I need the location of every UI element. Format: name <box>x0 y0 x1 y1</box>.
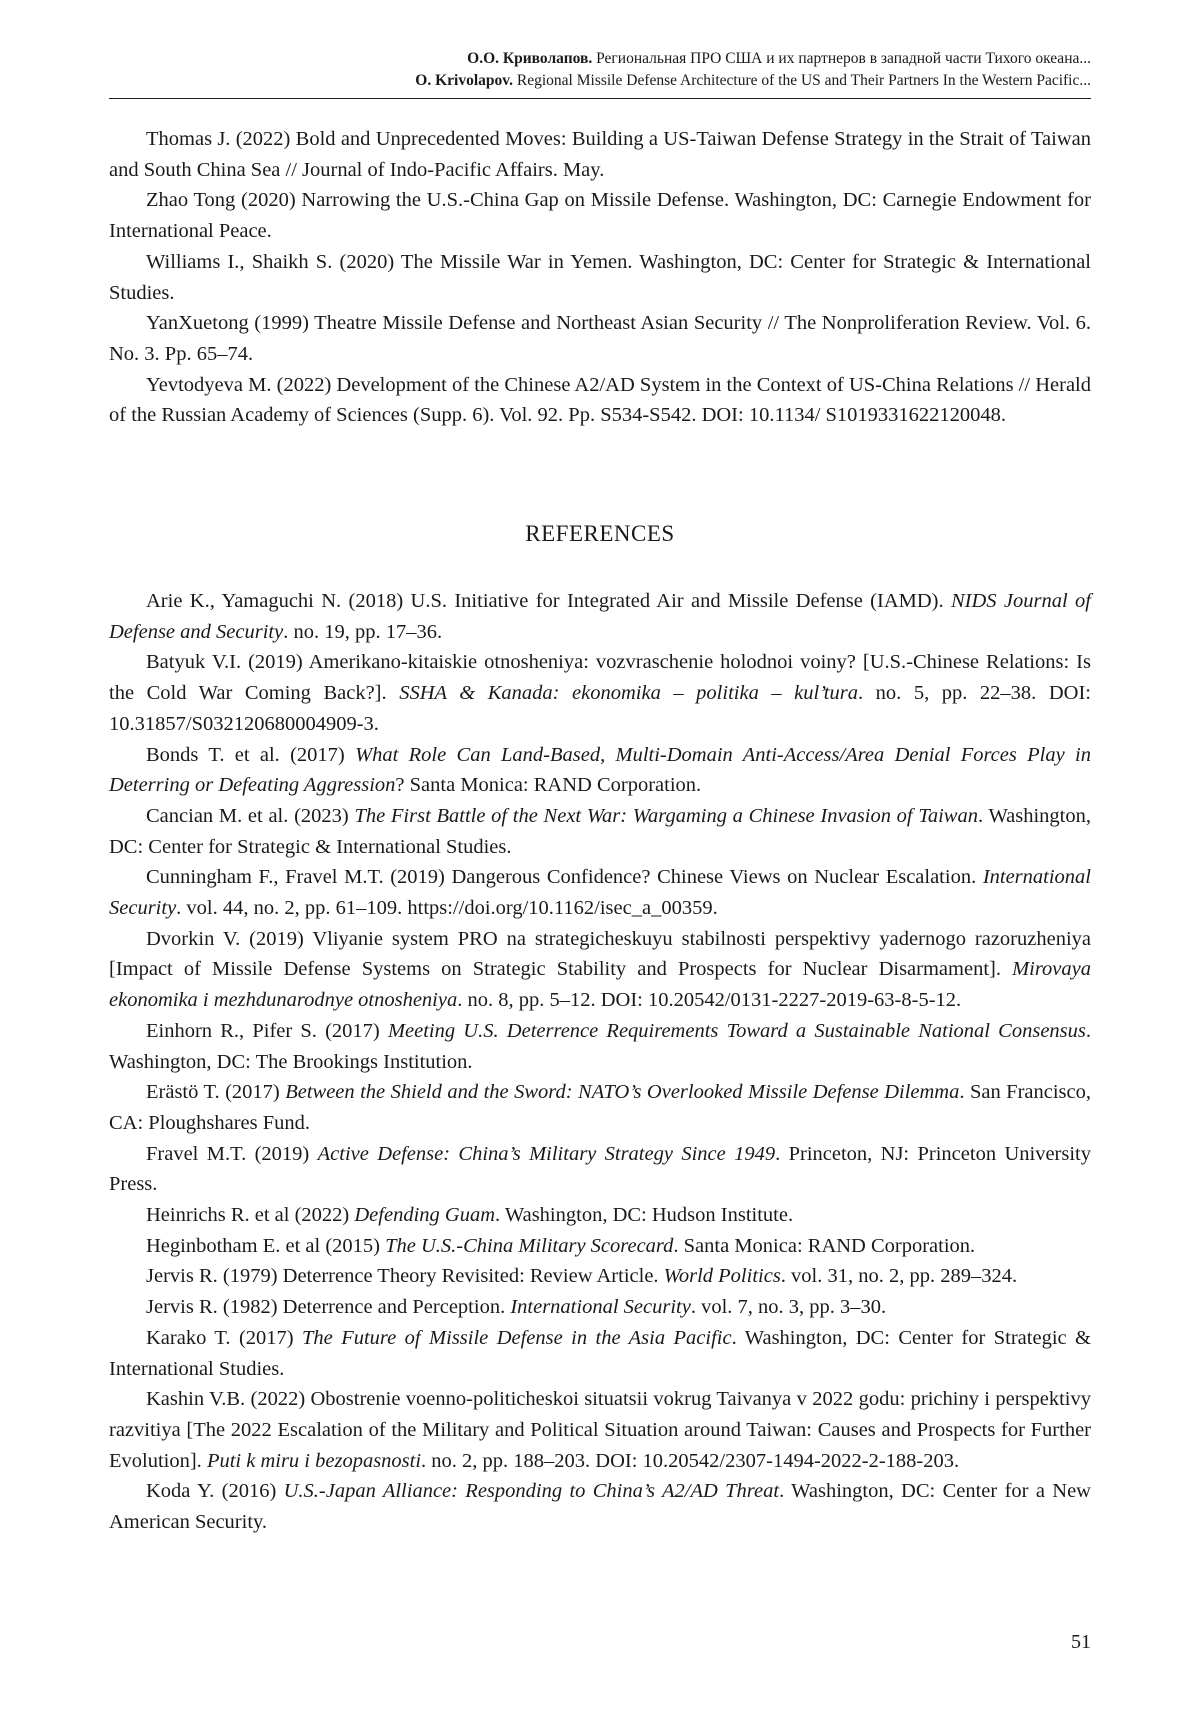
literature-entry: Thomas J. (2022) Bold and Unprecedented Moves: Building a US-Taiwan Defense Strategy in the Strait of Taiwan and South China Sea // Journal of Indo-Pacific Affairs. May. <box>109 128 1091 181</box>
running-header <box>109 48 1091 99</box>
running-header-en <box>109 70 1091 92</box>
reference-entry: Cancian M. et al. (2023) The First Battle of the Next War: Wargaming a Chinese Invasion of Taiwan. Washington, DC: Center for Strategic & International Studies. <box>109 804 1091 858</box>
literature-entry: YanXuetong (1999) Theatre Missile Defense and Northeast Asian Security // The Nonproliferation Review. Vol. 6. No. 3. Pp. 65–74. <box>109 312 1091 365</box>
reference-entry: Jervis R. (1982) Deterrence and Perception. International Security. vol. 7, no. 3, pp. 3–30. <box>146 1296 887 1319</box>
reference-entry: Heinrichs R. et al (2022) Defending Guam. Washington, DC: Hudson Institute. <box>146 1204 794 1227</box>
literature-list <box>109 124 1091 431</box>
reference-entry: Batyuk V.I. (2019) Amerikano-kitaiskie otnosheniya: vozvraschenie holodnoi voiny? [U.S.-Chinese Relations: Is the Cold War Coming Back?]. SSHA & Kanada: ekonomika – politika – kul’tura. no. 5, pp. 22–38. DOI: 10.31857/S032120680004909-3. <box>109 651 1091 735</box>
reference-entry: Karako T. (2017) The Future of Missile Defense in the Asia Pacific. Washington, DC: Center for Strategic & International Studies. <box>109 1326 1091 1380</box>
literature-entry: Zhao Tong (2020) Narrowing the U.S.-China Gap on Missile Defense. Washington, DC: Carnegie Endowment for International Peace. <box>109 189 1091 243</box>
references-heading: REFERENCES <box>525 521 675 546</box>
reference-entry: Koda Y. (2016) U.S.-Japan Alliance: Responding to China’s A2/AD Threat. Washington, DC: Center for a New American Security. <box>109 1480 1091 1534</box>
ru-author: О.О. Криволапов. <box>467 50 593 67</box>
reference-entry: Dvorkin V. (2019) Vliyanie system PRO na strategicheskuyu stabilnosti perspektivy yadernogo razoruzheniya [Impact of Missile Defense Systems on Strategic Stability and Prospects for Nuclear Disarmament]. Mirovaya ekonomika i mezhdunarodnye otnosheniya. no. 8, pp. 5–12. DOI: 10.20542/0131-2227-2019-63-8-5-12. <box>109 927 1091 1012</box>
reference-entry: Erästö T. (2017) Between the Shield and the Sword: NATO’s Overlooked Missile Defense Dilemma. San Francisco, CA: Ploughshares Fund. <box>109 1081 1092 1134</box>
reference-entry: Cunningham F., Fravel M.T. (2019) Dangerous Confidence? Chinese Views on Nuclear Escalation. International Security. vol. 44, no. 2, pp. 61–109. https://doi.org/10.1162/isec_a_00359. <box>109 866 1091 920</box>
reference-entry: Fravel M.T. (2019) Active Defense: China’s Military Strategy Since 1949. Princeton, NJ: Princeton University Press. <box>109 1142 1091 1196</box>
literature-entry: Williams I., Shaikh S. (2020) The Missile War in Yemen. Washington, DC: Center for Strategic & International Studies. <box>109 250 1091 304</box>
reference-entry: Bonds T. et al. (2017) What Role Can Land-Based, Multi-Domain Anti-Access/Area Denial Forces Play in Deterring or Defeating Aggression? Santa Monica: RAND Corporation. <box>109 743 1091 797</box>
ru-title: Региональная ПРО США и их партнеров в западной части Тихого океана... <box>596 50 1091 67</box>
references-list <box>109 586 1091 1538</box>
reference-entry: Einhorn R., Pifer S. (2017) Meeting U.S. Deterrence Requirements Toward a Sustainable National Consensus. Washington, DC: The Brookings Institution. <box>109 1019 1091 1073</box>
en-title: Regional Missile Defense Architecture of the US and Their Partners In the Western Pacific... <box>516 72 1091 89</box>
en-author: O. Krivolapov. <box>415 72 514 89</box>
reference-entry: Heginbotham E. et al (2015) The U.S.-China Military Scorecard. Santa Monica: RAND Corporation. <box>146 1234 976 1257</box>
reference-entry: Jervis R. (1979) Deterrence Theory Revisited: Review Article. World Politics. vol. 31, no. 2, pp. 289–324. <box>146 1265 1018 1288</box>
page-number: 51 <box>1071 1631 1091 1653</box>
reference-entry: Kashin V.B. (2022) Obostrenie voenno-politicheskoi situatsii vokrug Taivanya v 2022 godu: prichiny i perspektivy razvitiya [The 2022 Escalation of the Military and Political Situation around Taiwan: Causes and Prospects for Further Evolution]. Puti k miru i bezopasnosti. no. 2, pp. 188–203. DOI: 10.20542/2307-1494-2022-2-188-203. <box>109 1388 1091 1472</box>
literature-entry: Yevtodyeva M. (2022) Development of the Chinese A2/AD System in the Context of US-China Relations // Herald of the Russian Academy of Sciences (Supp. 6). Vol. 92. Pp. S534-S542. DOI: 10.1134/ S1019331622120048. <box>109 373 1091 427</box>
reference-entry: Arie K., Yamaguchi N. (2018) U.S. Initiative for Integrated Air and Missile Defense (IAMD). NIDS Journal of Defense and Security. no. 19, pp. 17–36. <box>109 590 1091 643</box>
running-header-ru <box>109 48 1091 70</box>
